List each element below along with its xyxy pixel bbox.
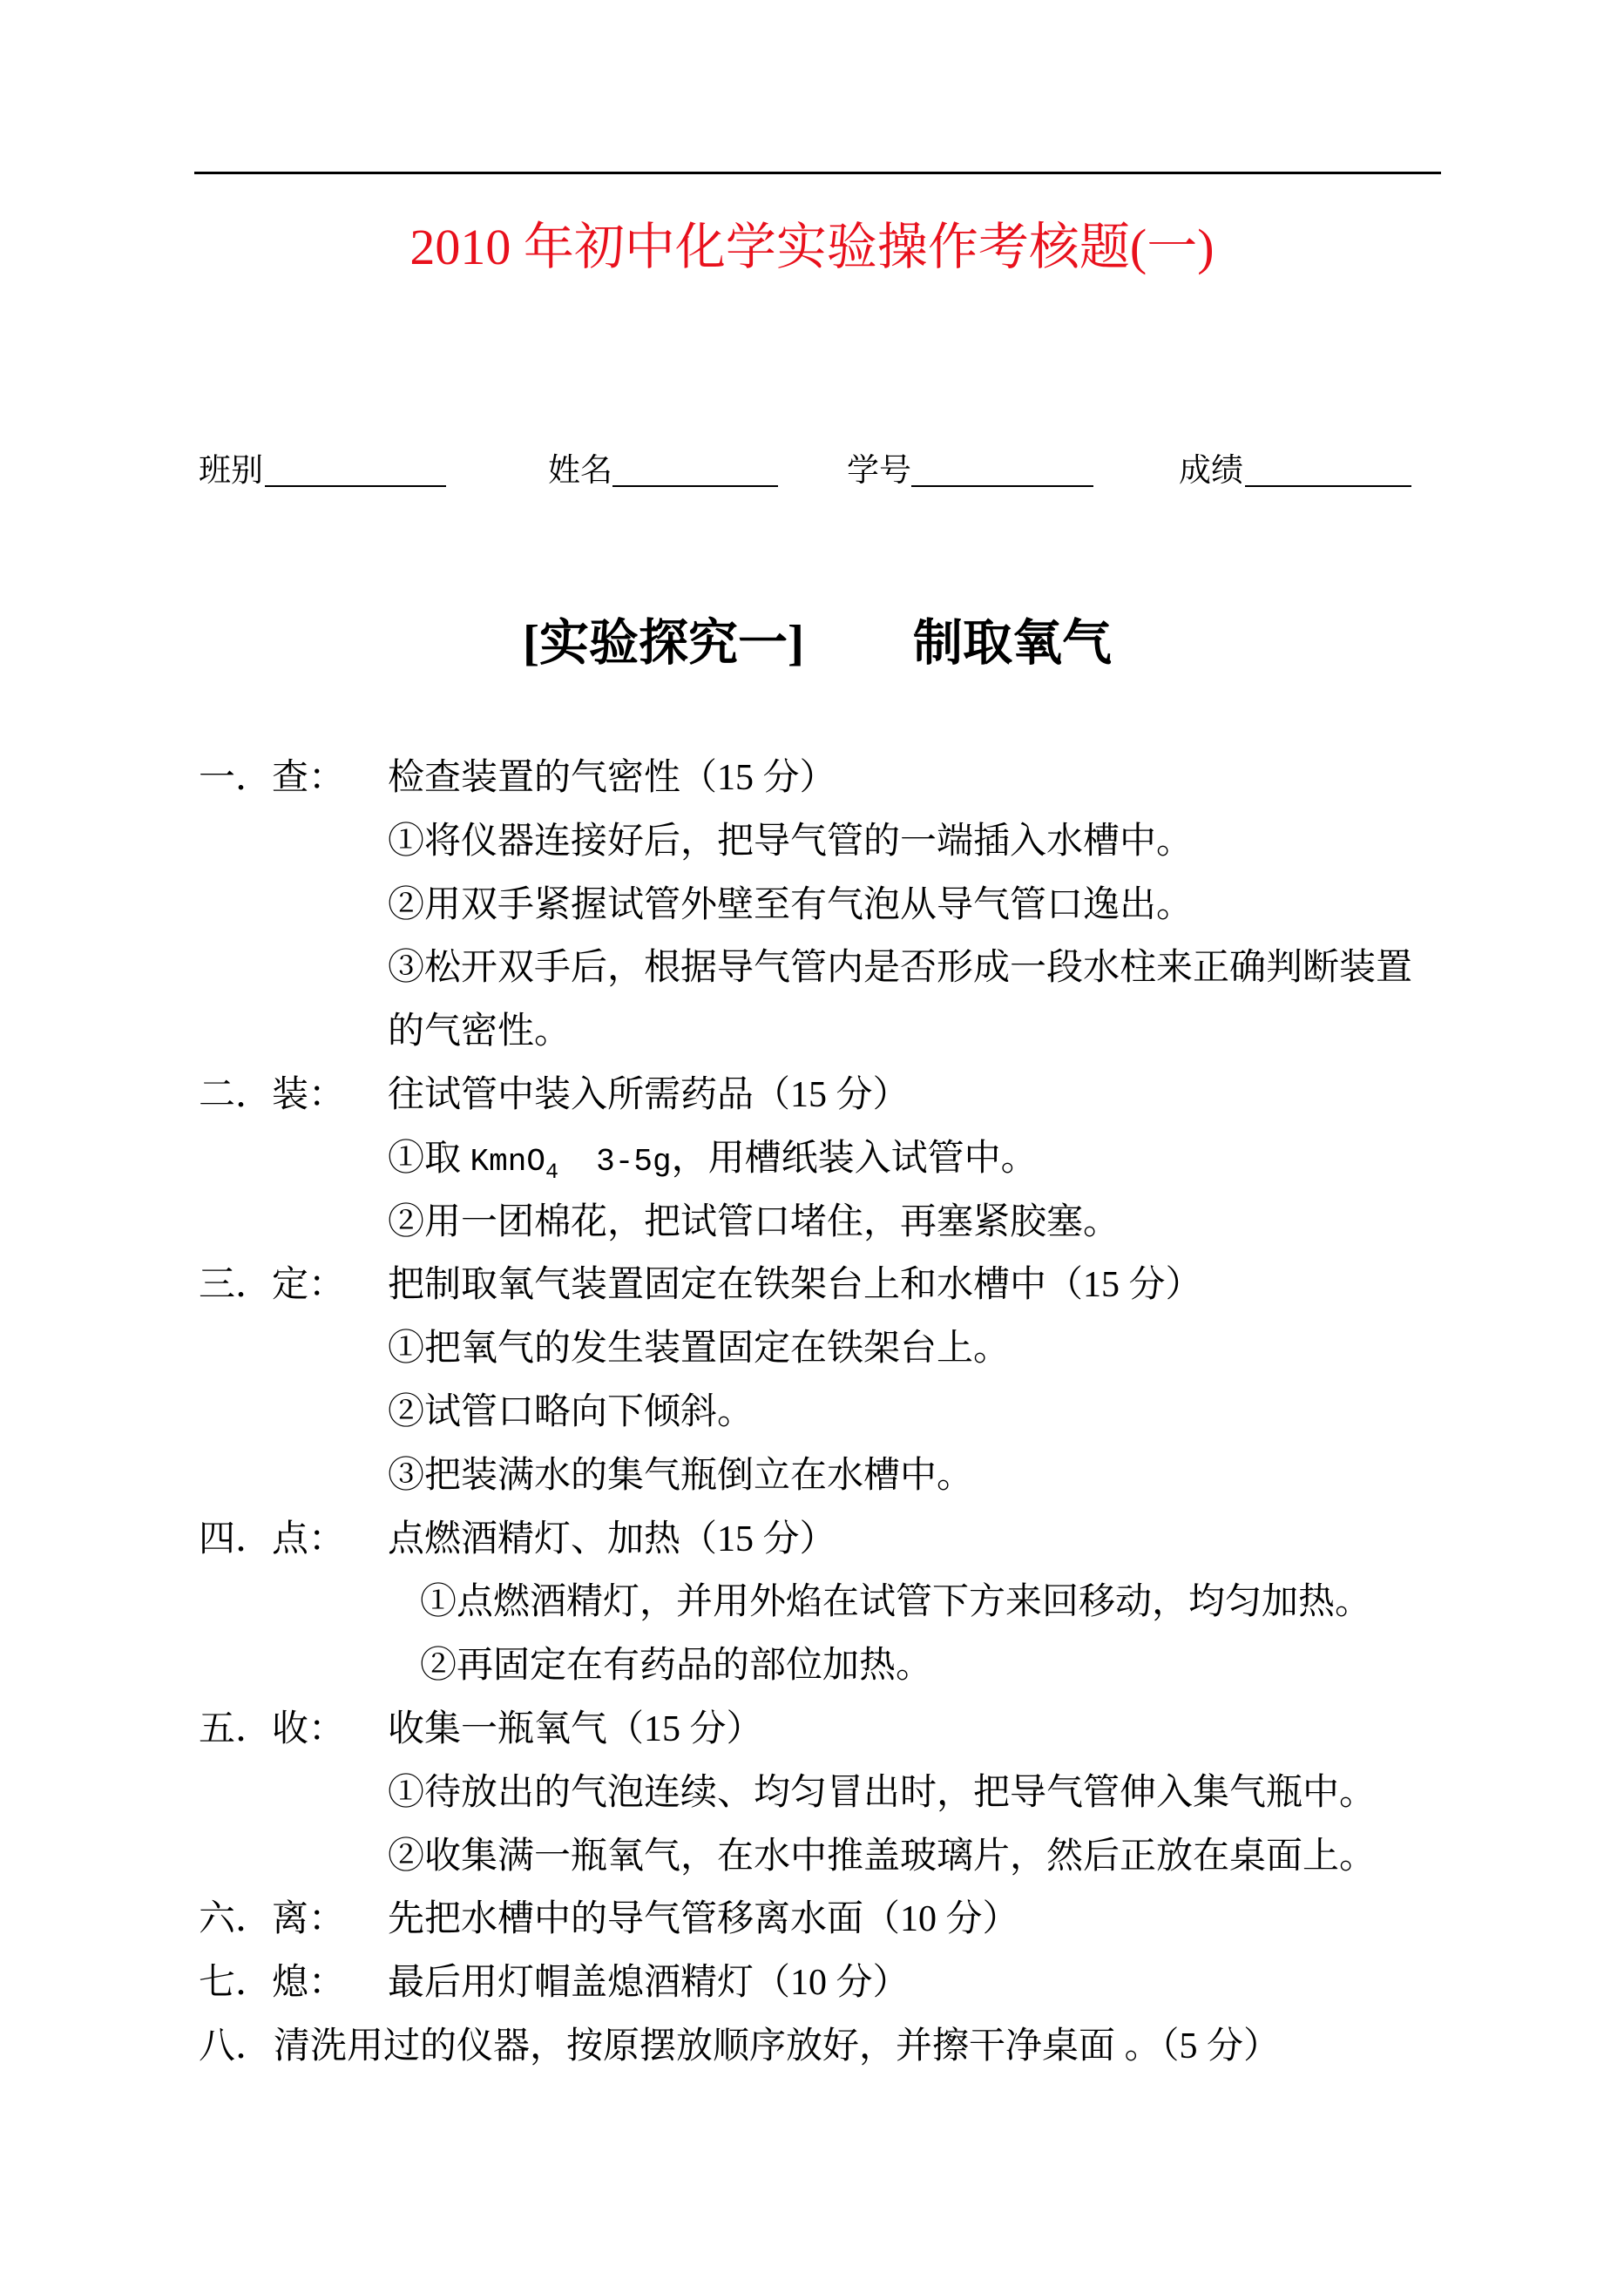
experiment-tag: [实验探究一] [523,616,804,671]
name-label: 姓名 [548,453,612,489]
chemical-formula: KmnO [470,1143,545,1180]
step-item-text: ②用一团棉花，把试管口堵住，再塞紧胶塞。 [388,1201,1120,1242]
score-blank [1245,445,1411,487]
step-item [0,1444,1624,1508]
student-id-label: 学号 [847,453,911,489]
item-suffix: ，用槽纸装入试管中。 [671,1138,1038,1179]
name-blank [612,445,778,487]
amount: 3-5g [558,1143,672,1180]
step-item [0,1825,1624,1889]
step-row [0,1951,1624,2015]
step-item [0,1127,1624,1191]
step-label: 八． [199,2026,273,2066]
step-heading: 先把水槽中的导气管移离水面（10 分） [388,1899,1019,1940]
step-item-text: ②用双手紧握试管外壁至有气泡从导气管口逸出。 [388,884,1194,925]
step-item-text [388,1127,1038,1197]
step-label: 二．装： [199,1074,346,1115]
step-item-continuation [0,1000,1624,1064]
step-item-text: ③把装满水的集气瓶倒立在水槽中。 [388,1455,974,1496]
step-item [0,810,1624,874]
step-row [0,1698,1624,1762]
score-label: 成绩 [1179,453,1243,489]
step-item [0,1571,1624,1634]
step-heading: 往试管中装入所需药品（15 分） [388,1074,910,1115]
step-heading: 检查装置的气密性（15 分） [388,758,836,798]
experiment-name: 制取氧气 [913,616,1112,671]
step-item-text: ①将仪器连接好后，把导气管的一端插入水槽中。 [388,821,1194,862]
steps-list [0,747,1624,2079]
step-heading: 收集一瓶氧气（15 分） [388,1708,763,1749]
step-item [0,1191,1624,1255]
step-item [0,874,1624,937]
class-blank [265,445,446,487]
step-heading: 最后用灯帽盖熄酒精灯（10 分） [388,1963,910,2004]
step-heading: 把制取氧气装置固定在铁架台上和水槽中（15 分） [388,1265,1202,1306]
formula-subscript: 4 [545,1159,558,1185]
step-row [0,1254,1624,1317]
step-item-text: ③松开双手后，根据导气管内是否形成一段水柱来正确判断装置 [388,948,1413,989]
step-heading: 点燃酒精灯、加热（15 分） [388,1519,836,1559]
step-label: 六．离： [199,1899,346,1940]
step-label: 四．点： [199,1519,346,1559]
step-item [0,937,1624,1000]
item-prefix: ①取 [388,1138,470,1179]
step-item [0,1317,1624,1381]
step-row [0,747,1624,810]
step-item-text: ②收集满一瓶氧气，在水中推盖玻璃片，然后正放在桌面上。 [388,1836,1377,1877]
step-label: 七．熄： [199,1963,346,2004]
step-item [0,1634,1624,1698]
step-item-text: 的气密性。 [388,1011,572,1052]
step-item-text: ①点燃酒精灯，并用外焰在试管下方来回移动，均匀加热。 [420,1582,1372,1623]
step-item-text: ①把氧气的发生装置固定在铁架台上。 [388,1329,1011,1370]
step-row [0,1064,1624,1127]
step-row [0,1508,1624,1572]
step-item-text: ②试管口略向下倾斜。 [388,1391,754,1432]
step-row [0,1888,1624,1951]
step-row [0,2015,1624,2079]
step-item [0,1762,1624,1825]
step-label: 一．查： [199,758,346,798]
step-item-text: ①待放出的气泡连续、均匀冒出时，把导气管伸入集气瓶中。 [388,1772,1377,1813]
step-heading: 清洗用过的仪器，按原摆放顺序放好，并擦干净桌面 。（5 分） [274,2026,1281,2066]
page-title: 2010 年初中化学实验操作考核题(一) [409,219,1215,275]
header-rule [194,172,1441,174]
experiment-heading [0,609,1624,679]
step-item-text: ②再固定在有药品的部位加热。 [420,1646,933,1687]
student-id-blank [911,445,1093,487]
step-label: 五．收： [199,1708,346,1749]
step-label: 三．定： [199,1265,346,1306]
class-label: 班别 [199,453,263,489]
step-item [0,1381,1624,1444]
student-info-row [0,445,1624,497]
